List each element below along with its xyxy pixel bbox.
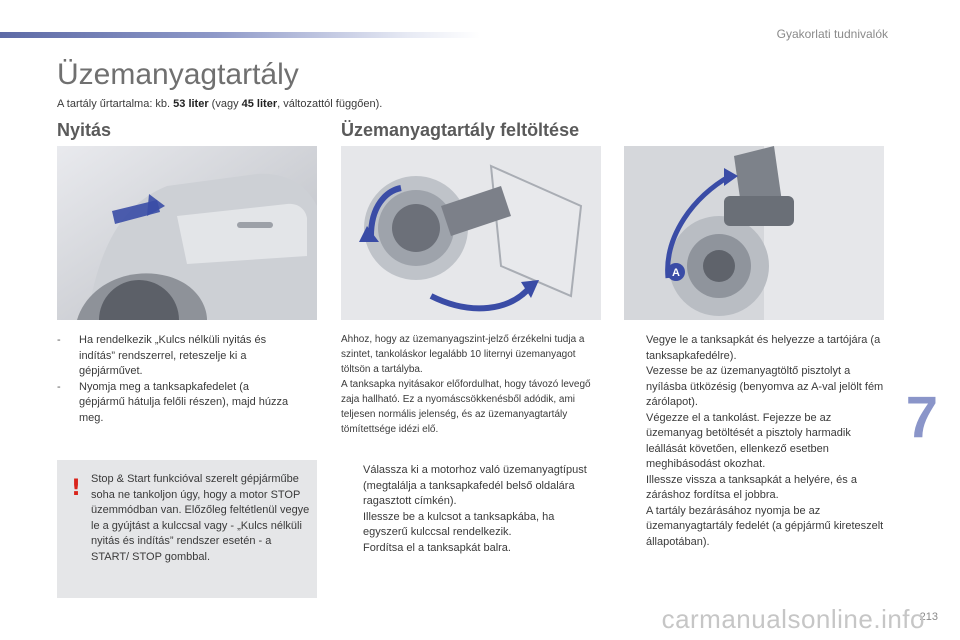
subtitle: A tartály űrtartalma: kb. 53 liter (vagy 45 liter, változattól függően). [57, 98, 383, 110]
header-accent-bar [0, 32, 480, 38]
capacity-alt: 45 liter [241, 98, 278, 110]
refuel-heading: Üzemanyagtartály feltöltése [341, 120, 580, 140]
list-item: Vegye le a tanksapkát és helyezze a tartójára (a tanksapkafedélre). [646, 334, 881, 362]
watermark: carmanualsonline.info [661, 604, 925, 634]
warning-icon: ! [71, 476, 82, 501]
list-item: Illessze be a kulcsot a tanksapkába, ha egyszerű kulccsal rendelkezik. [363, 510, 555, 538]
list-item: - Nyomja meg a tanksapkafedelet (a gépjármű hátulja felőli részen), majd húzza meg. [57, 380, 289, 424]
list-item: A tartály bezárásához nyomja be az üzemanyagtartály fedelét (a gépjármű kireteszelt állapotában). [646, 504, 884, 548]
car-fuel-flap-illustration [57, 146, 317, 320]
opening-steps [57, 333, 297, 426]
list-item: - Ha rendelkezik „Kulcs nélküli nyitás és indítás” rendszerrel, reteszelje ki a gépjárművet. [57, 334, 267, 377]
refuel-intro-noise: A tanksapka nyitásakor előfordulhat, hogy távozó levegő zaja hallható. Ez a nyomáscsökkenésből adódik, ami teljesen normális jelenség, és az üzemanyagtartály tömítettsége idézi elő. [341, 379, 591, 435]
refuel-steps-right [624, 333, 886, 550]
capacity-main: 53 liter [173, 98, 209, 110]
page-number: 213 [919, 611, 938, 623]
refuel-steps-left [341, 463, 591, 556]
section-header: Gyakorlati tudnivalók [776, 27, 888, 41]
fuel-filler-neck-illustration [624, 146, 884, 320]
list-item: Illessze vissza a tanksapkát a helyére, és a záráshoz fordítsa el jobbra. [646, 473, 857, 501]
chapter-number: 7 [905, 385, 938, 450]
refuel-intro-level: Ahhoz, hogy az üzemanyagszint-jelző érzékelni tudja a szintet, tankoláskor legalább 10 liternyi üzemanyagot töltsön a tartályba. [341, 334, 585, 375]
warning-box [57, 460, 317, 598]
page-title: Üzemanyagtartály [57, 58, 299, 91]
fuel-cap-opening-illustration [341, 146, 601, 320]
list-item: Fordítsa el a tanksapkát balra. [363, 541, 511, 554]
opening-heading: Nyitás [57, 120, 112, 140]
warning-text: Stop & Start funkcióval szerelt gépjárműbe soha ne tankoljon úgy, hogy a motor STOP üzemmódban van. Előzőleg feltétlenül vegye le a gyújtást a kulccsal vagy - „Kulcs nélküli nyitás és indítás” rendszer esetén - a START/ STOP gombbal. [91, 473, 310, 563]
callout-a-label: A [672, 267, 680, 279]
list-item: Végezze el a tankolást. Fejezze be az üzemanyag betöltését a pisztoly harmadik leállását követően, ellenkező esetben meghibásodást okozhat. [646, 411, 851, 470]
refuel-intro [341, 332, 601, 437]
list-item: Válassza ki a motorhoz való üzemanyagtípust (megtalálja a tanksapkafedél belső oldalára ragasztott címkén). [363, 464, 587, 507]
list-item: Vezesse be az üzemanyagtöltő pisztolyt a nyílásba ütközésig (benyomva az A-val jelölt fém zárólapot). [646, 365, 884, 408]
